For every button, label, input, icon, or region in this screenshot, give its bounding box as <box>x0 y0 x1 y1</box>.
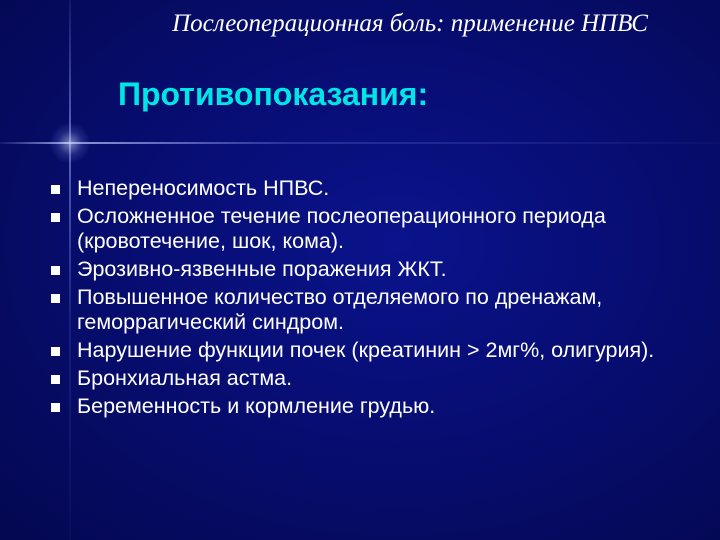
list-item <box>50 394 710 419</box>
list-item <box>50 176 710 201</box>
square-bullet-icon <box>51 213 60 222</box>
list-item <box>50 338 710 363</box>
list-item-text: Беременность и кормление грудью. <box>77 394 436 418</box>
square-bullet-icon <box>51 375 60 384</box>
list-item-text: Осложненное течение послеоперационного периода (кровотечение, шок, кома). <box>77 204 606 253</box>
list-item-text: Повышенное количество отделяемого по дренажам, геморрагический синдром. <box>77 285 603 334</box>
slide-header-title: Послеоперационная боль: применение НПВС <box>172 10 648 37</box>
list-item-text: Бронхиальная астма. <box>77 366 293 390</box>
slide-heading: Противопоказания: <box>118 76 429 112</box>
decorative-star-glow <box>49 122 91 164</box>
square-bullet-icon <box>51 347 60 356</box>
contraindications-list <box>50 176 710 422</box>
decorative-horizontal-line <box>0 142 720 144</box>
list-item <box>50 366 710 391</box>
list-item <box>50 257 710 282</box>
list-item <box>50 204 710 254</box>
list-item-text: Эрозивно-язвенные поражения ЖКТ. <box>77 257 447 281</box>
square-bullet-icon <box>51 185 60 194</box>
list-item <box>50 285 710 335</box>
list-item-text: Нарушение функции почек (креатинин > 2мг%, олигурия). <box>77 338 655 362</box>
square-bullet-icon <box>51 266 60 275</box>
square-bullet-icon <box>51 294 60 303</box>
list-item-text: Непереносимость НПВС. <box>77 176 330 200</box>
square-bullet-icon <box>51 403 60 412</box>
